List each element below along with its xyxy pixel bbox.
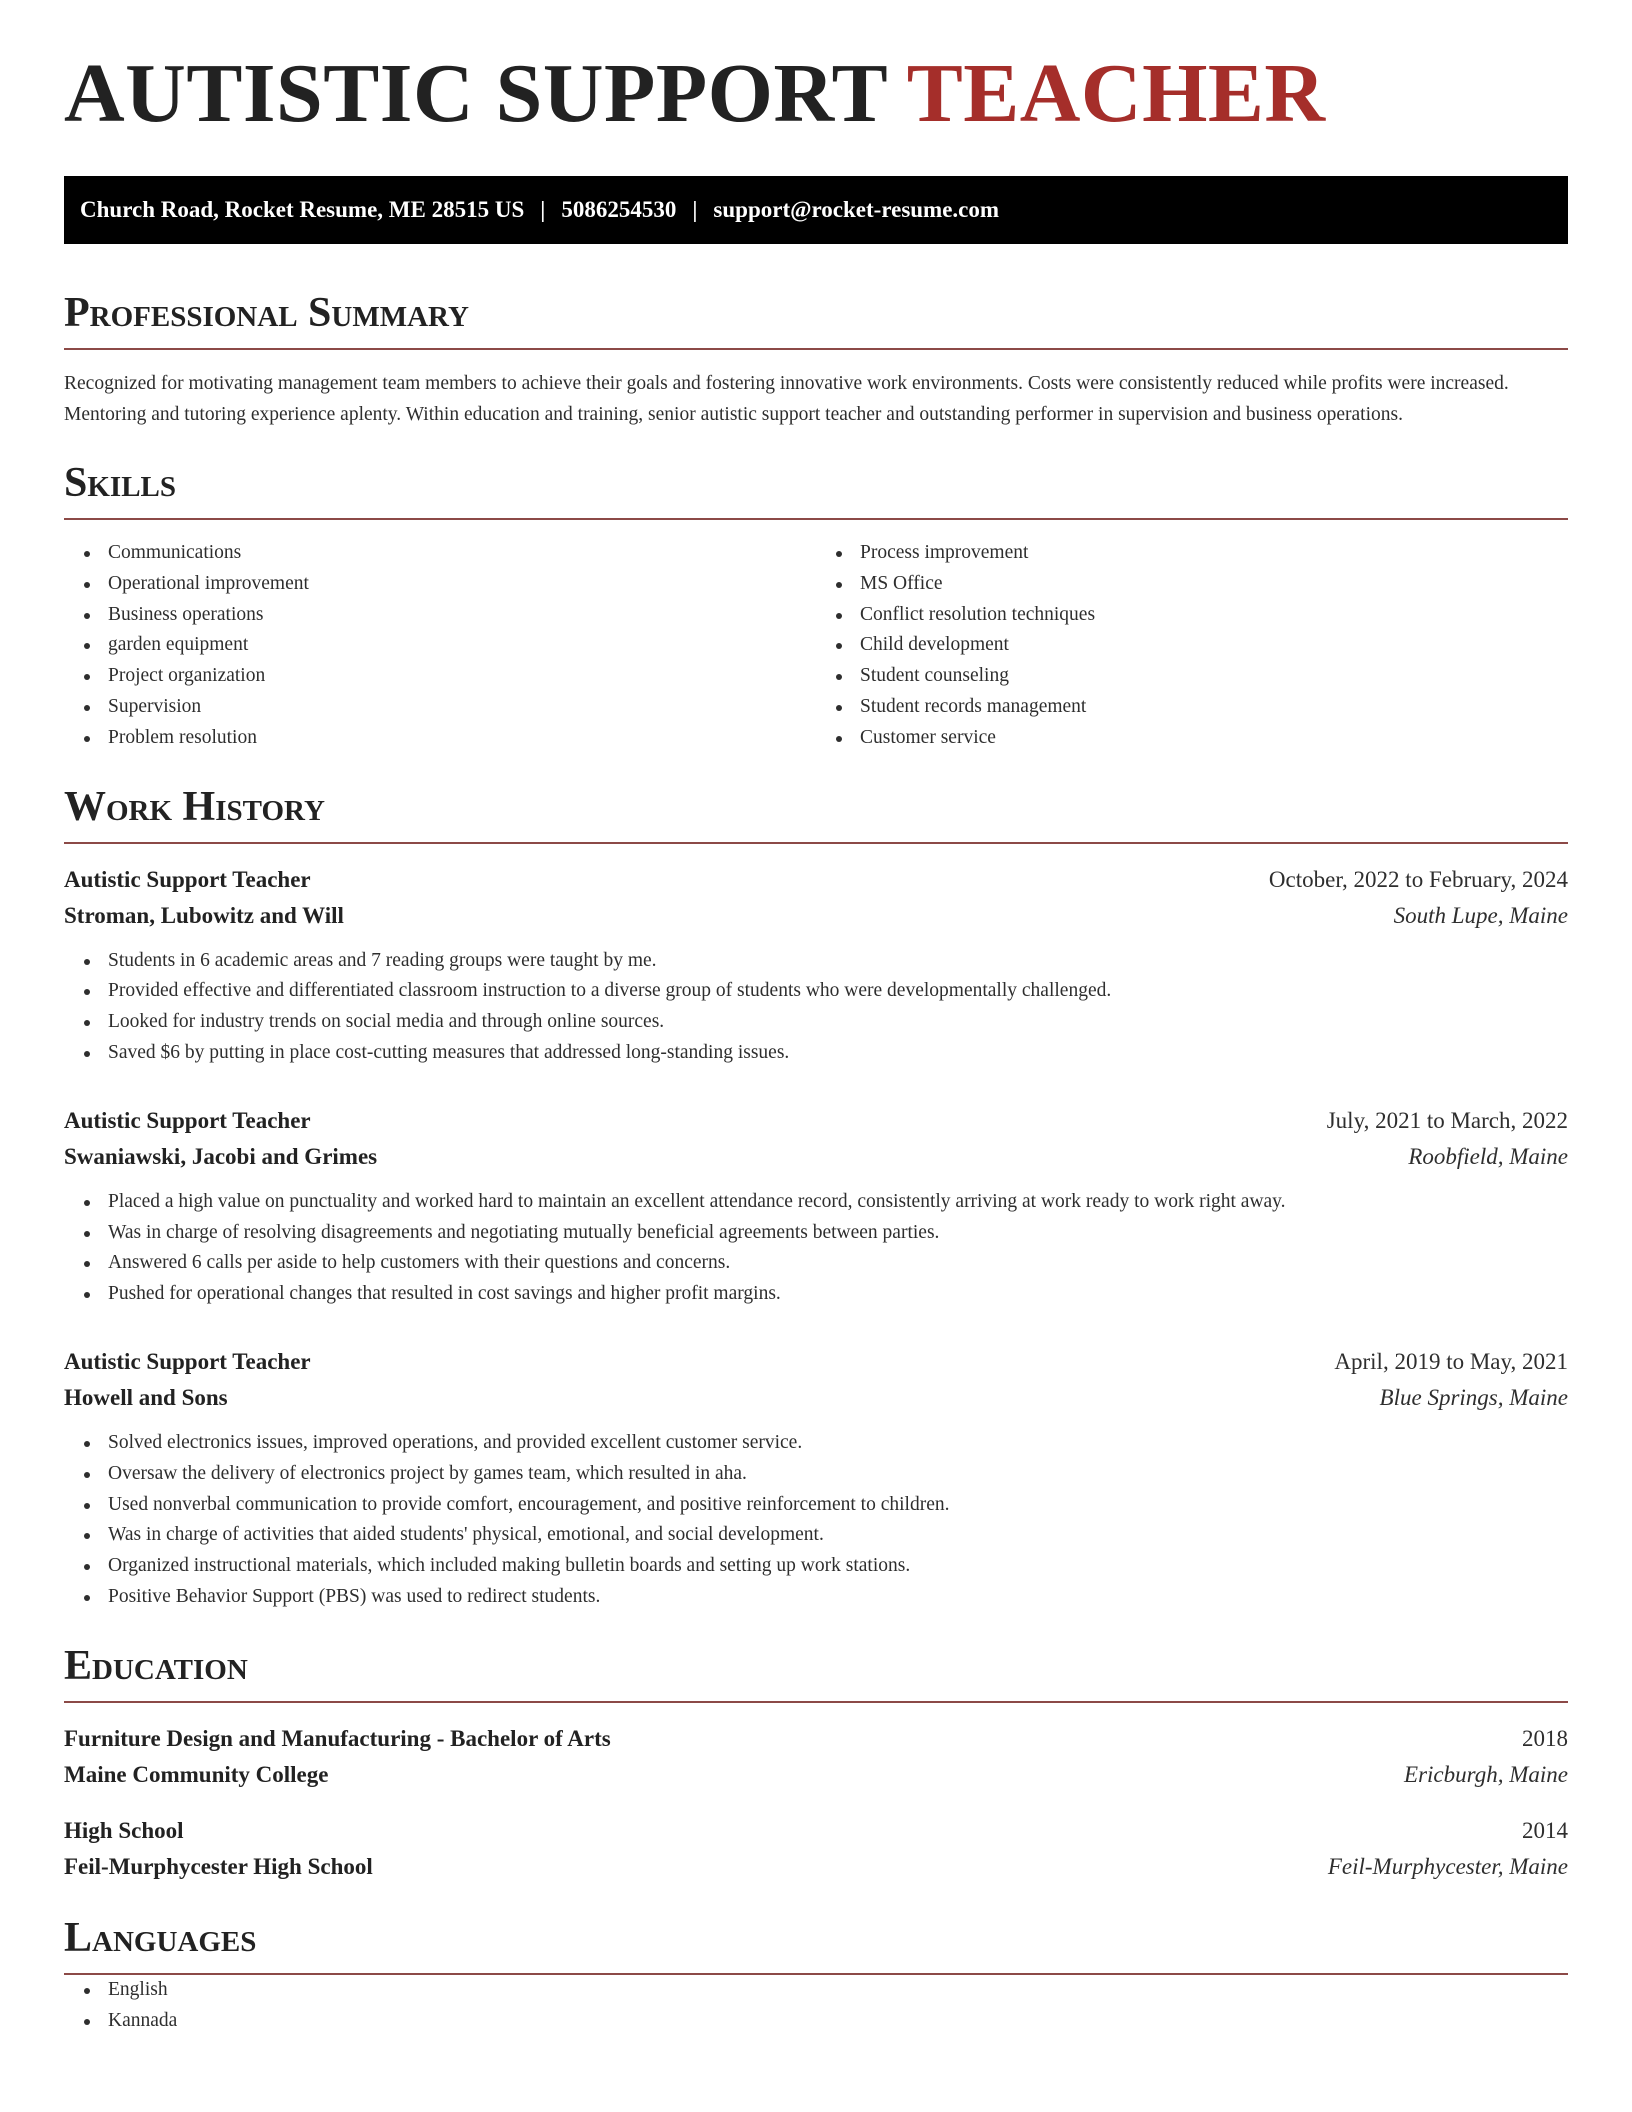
job-bullet: Students in 6 academic areas and 7 reading groups were taught by me. [108,946,1568,977]
job-company: Swaniawski, Jacobi and Grimes [64,1143,378,1169]
job-bullet: Placed a high value on punctuality and worked hard to maintain an excellent attendance record, consistently arriving at work ready to work right away. [108,1187,1568,1218]
skill-item: Process improvement [860,538,1568,569]
skills-column-right [816,538,1568,754]
language-item: Kannada [108,2006,1568,2037]
skill-item: Conflict resolution techniques [860,600,1568,631]
skills-column-left [64,538,816,754]
education-degree: Furniture Design and Manufacturing - Bachelor of Arts [64,1725,611,1751]
job-title: Autistic Support Teacher [64,866,311,892]
contact-separator: | [692,197,698,222]
job-bullet: Used nonverbal communication to provide comfort, encouragement, and positive reinforcement to children. [108,1490,1568,1521]
job-entry [64,1103,1568,1310]
skill-item: Project organization [108,661,816,692]
job-title-row [64,1344,1568,1380]
education-school: Maine Community College [64,1761,329,1787]
contact-email: support@rocket-resume.com [713,197,1000,222]
job-bullet: Pushed for operational changes that resulted in cost savings and higher profit margins. [108,1279,1568,1310]
job-title-row [64,1103,1568,1139]
job-bullet: Answered 6 calls per aside to help customers with their questions and concerns. [108,1248,1568,1279]
work-section [64,783,1568,1613]
education-location: Ericburgh, Maine [1404,1761,1568,1787]
job-company: Stroman, Lubowitz and Will [64,902,344,928]
skill-item: Business operations [108,600,816,631]
education-year: 2014 [1522,1817,1568,1843]
job-bullets [64,1187,1568,1310]
contact-bar [64,176,1568,244]
job-dates: October, 2022 to February, 2024 [1268,866,1568,892]
job-title: Autistic Support Teacher [64,1107,311,1133]
skill-item: Supervision [108,692,816,723]
job-bullets [64,1428,1568,1613]
skill-item: Child development [860,630,1568,661]
education-year: 2018 [1522,1725,1568,1751]
education-entry [64,1813,1568,1885]
job-bullet: Positive Behavior Support (PBS) was used to redirect students. [108,1582,1568,1613]
languages-section [64,1914,1568,2037]
skills-heading: Skills [64,462,1568,520]
language-item: English [108,1975,1568,2006]
education-entry [64,1721,1568,1793]
summary-section [64,292,1568,430]
job-location: Roobfield, Maine [1408,1143,1568,1169]
skill-item: Communications [108,538,816,569]
education-school-row [64,1849,1568,1885]
education-section [64,1642,1568,1885]
languages-heading: Languages [64,1917,1568,1975]
skill-item: Student records management [860,692,1568,723]
skills-list-right [816,538,1568,754]
job-bullet: Saved $6 by putting in place cost-cutting measures that addressed long-standing issues. [108,1038,1568,1069]
education-school-row [64,1757,1568,1793]
job-title: Autistic Support Teacher [64,1348,311,1374]
education-degree: High School [64,1817,184,1843]
job-bullet: Was in charge of resolving disagreements and negotiating mutually beneficial agreements between parties. [108,1218,1568,1249]
job-bullet: Organized instructional materials, which included making bulletin boards and setting up work stations. [108,1551,1568,1582]
education-location: Feil-Murphycester, Maine [1327,1853,1568,1879]
job-title-row [64,862,1568,898]
job-bullet: Provided effective and differentiated classroom instruction to a diverse group of students who were developmentally challenged. [108,976,1568,1007]
skill-item: garden equipment [108,630,816,661]
skills-section [64,462,1568,754]
job-bullet: Was in charge of activities that aided students' physical, emotional, and social development. [108,1520,1568,1551]
summary-heading: Professional Summary [64,292,1568,350]
education-school: Feil-Murphycester High School [64,1853,373,1879]
job-company: Howell and Sons [64,1384,228,1410]
job-location: South Lupe, Maine [1393,902,1568,928]
skill-item: Student counseling [860,661,1568,692]
job-location: Blue Springs, Maine [1379,1384,1568,1410]
resume-title [64,47,1568,140]
title-main: AUTISTIC SUPPORT [64,47,887,140]
job-entry [64,862,1568,1069]
contact-separator: | [540,197,546,222]
skill-item: MS Office [860,569,1568,600]
job-company-row [64,1380,1568,1416]
education-heading: Education [64,1645,1568,1703]
skill-item: Customer service [860,723,1568,754]
job-bullet: Looked for industry trends on social media and through online sources. [108,1007,1568,1038]
education-degree-row [64,1721,1568,1757]
contact-address: Church Road, Rocket Resume, ME 28515 US [80,197,525,222]
skills-list-left [64,538,816,754]
job-dates: April, 2019 to May, 2021 [1334,1348,1568,1374]
job-bullet: Solved electronics issues, improved operations, and provided excellent customer service. [108,1428,1568,1459]
summary-text: Recognized for motivating management team members to achieve their goals and fostering innovative work environments. Costs were consistently reduced while profits were increased. Mentoring and tutoring experience aplenty. Within education and training, senior autistic support teacher and outstanding performer in supervision and business operations. [64,373,1509,425]
job-entry [64,1344,1568,1613]
work-heading: Work History [64,786,1568,844]
languages-list [64,1975,1568,2037]
education-degree-row [64,1813,1568,1849]
title-accent: TEACHER [906,47,1326,140]
job-company-row [64,1139,1568,1175]
job-bullets [64,946,1568,1069]
job-company-row [64,898,1568,934]
skill-item: Problem resolution [108,723,816,754]
job-dates: July, 2021 to March, 2022 [1326,1107,1568,1133]
skills-grid [64,538,1568,754]
contact-phone: 5086254530 [561,197,677,222]
skill-item: Operational improvement [108,569,816,600]
job-bullet: Oversaw the delivery of electronics project by games team, which resulted in aha. [108,1459,1568,1490]
